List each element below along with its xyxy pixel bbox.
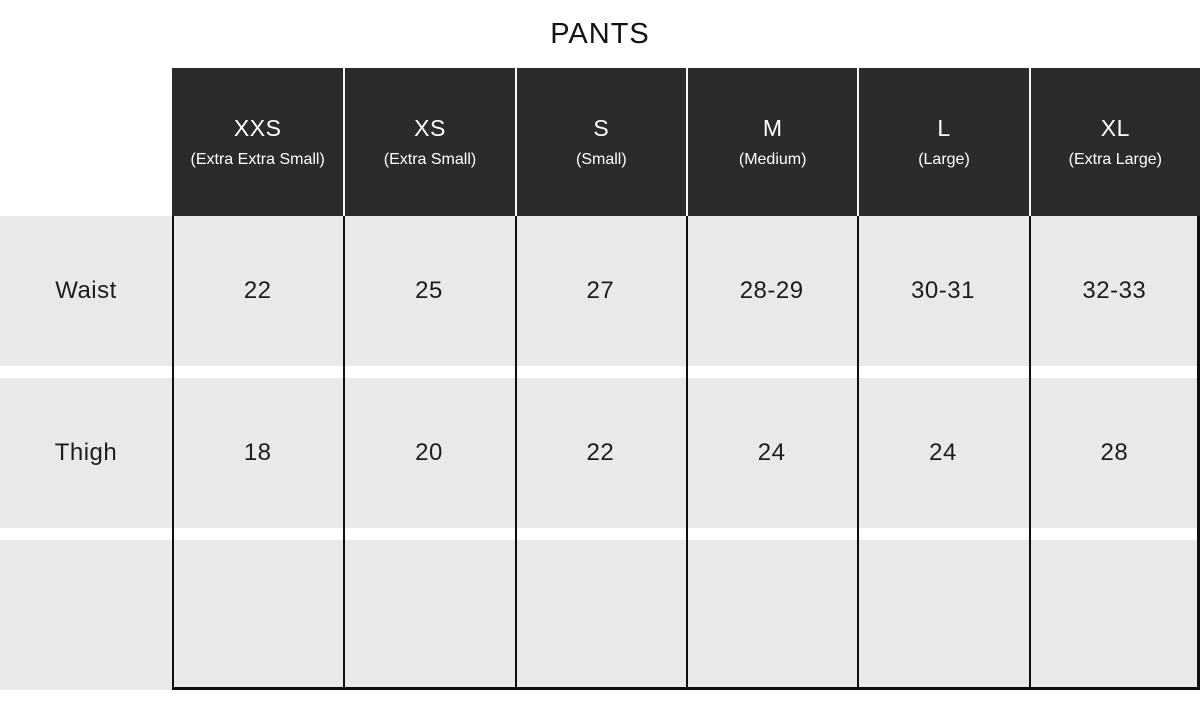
cell-waist-s: 27 (515, 216, 686, 366)
cell-empty-s (515, 540, 686, 690)
table-body (0, 216, 1200, 690)
cell-thigh-s: 22 (515, 378, 686, 528)
table-row-empty (0, 540, 1200, 690)
cell-empty-l (857, 540, 1028, 690)
cell-thigh-xs: 20 (343, 378, 514, 528)
cell-waist-xs: 25 (343, 216, 514, 366)
cell-waist-xl: 32-33 (1029, 216, 1200, 366)
size-abbrev: XXS (233, 115, 282, 141)
column-header-xl (1029, 68, 1200, 216)
title-bar (0, 0, 1200, 68)
column-header-s (515, 68, 686, 216)
column-header-l (857, 68, 1028, 216)
row-label-waist: Waist (0, 216, 172, 366)
column-header-xxs (172, 68, 343, 216)
cell-thigh-xxs: 18 (172, 378, 343, 528)
column-header-m (686, 68, 857, 216)
size-abbrev: XS (414, 115, 446, 141)
size-full-name: (Medium) (738, 151, 807, 168)
cell-waist-xxs: 22 (172, 216, 343, 366)
size-full-name: (Large) (918, 151, 970, 168)
table-row-thigh (0, 378, 1200, 528)
size-abbrev: XL (1100, 115, 1130, 141)
cell-empty-xl (1029, 540, 1200, 690)
row-label-empty (0, 540, 172, 690)
table-row-waist (0, 216, 1200, 366)
column-header-xs (343, 68, 514, 216)
pants-size-table (0, 68, 1200, 702)
size-abbrev: M (762, 115, 783, 141)
size-full-name: (Extra Large) (1068, 151, 1162, 168)
cell-thigh-l: 24 (857, 378, 1028, 528)
size-full-name: (Extra Small) (383, 151, 477, 168)
row-label-thigh: Thigh (0, 378, 172, 528)
page-title: PANTS (550, 17, 650, 50)
cell-empty-m (686, 540, 857, 690)
cell-thigh-xl: 28 (1029, 378, 1200, 528)
cell-empty-xs (343, 540, 514, 690)
size-abbrev: S (593, 115, 610, 141)
size-full-name: (Extra Extra Small) (190, 151, 325, 168)
header-spacer (0, 68, 172, 216)
cell-thigh-m: 24 (686, 378, 857, 528)
size-abbrev: L (937, 115, 951, 141)
size-full-name: (Small) (575, 151, 627, 168)
cell-empty-xxs (172, 540, 343, 690)
cell-waist-m: 28-29 (686, 216, 857, 366)
cell-waist-l: 30-31 (857, 216, 1028, 366)
table-header-row (0, 68, 1200, 216)
